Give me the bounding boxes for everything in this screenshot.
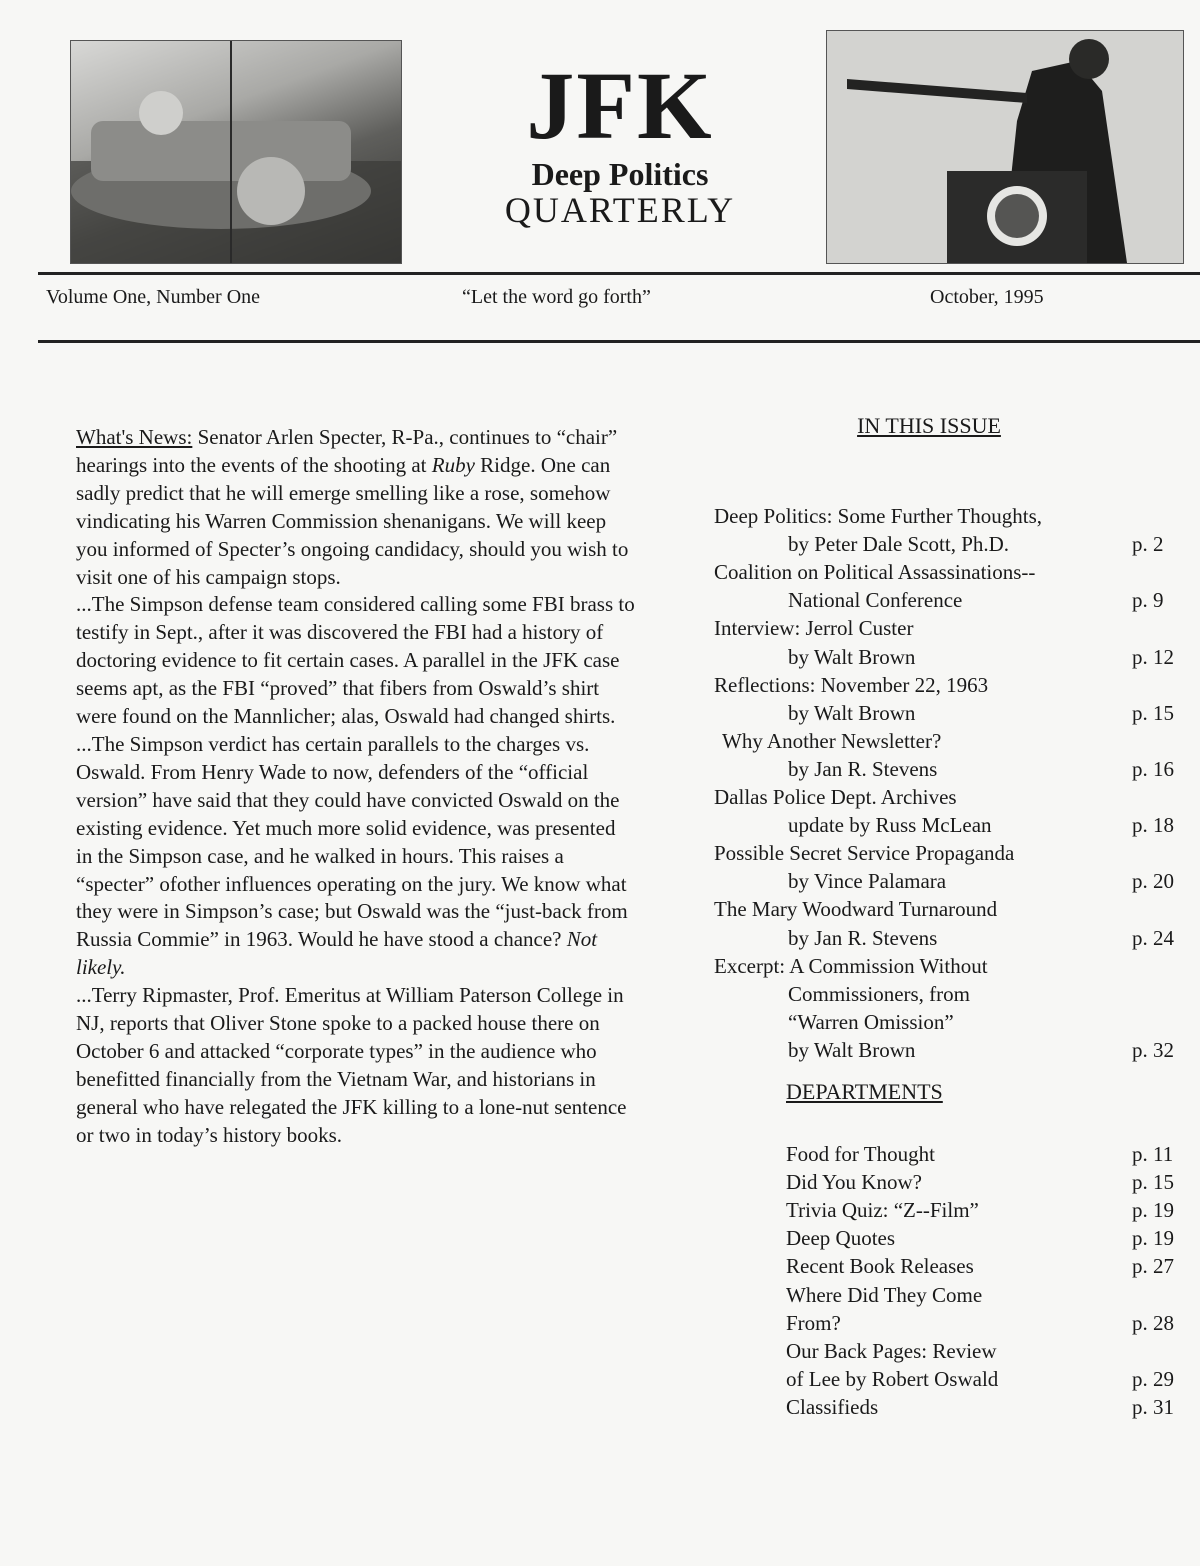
toc-entry — [714, 839, 1184, 895]
news-paragraph-1-lead: Senator Arlen Specter, R-Pa., continues to “chair” hearings into the events of the shooting at — [76, 425, 618, 477]
department-page: p. 31 — [1132, 1394, 1174, 1419]
motto: “Let the word go forth” — [462, 286, 651, 308]
podium-photo — [826, 30, 1184, 264]
toc-entry-byline-row — [714, 643, 1184, 671]
toc-entry-byline-row — [714, 586, 1184, 614]
news-paragraph-1-italic: Ruby — [431, 452, 475, 477]
toc-entry-page: p. 12 — [1132, 644, 1174, 669]
toc-entry-page: p. 15 — [1132, 700, 1174, 725]
toc-entry — [714, 727, 1184, 783]
toc-entry-byline: by Peter Dale Scott, Ph.D. — [788, 532, 1010, 557]
toc-entry-byline: by Walt Brown — [788, 700, 916, 725]
department-label: Our Back Pages: Review — [786, 1338, 997, 1363]
header-rule-bottom — [38, 340, 1200, 343]
motorcade-photo-graphic — [71, 41, 401, 263]
department-page: p. 29 — [1132, 1366, 1174, 1391]
toc-entry-byline-row — [714, 699, 1184, 727]
toc-entry-excerpt — [714, 952, 1184, 1064]
toc-excerpt-line-3: “Warren Omission” — [788, 1009, 954, 1034]
toc-entry-title: Dallas Police Dept. Archives — [714, 785, 957, 810]
news-paragraph-1-rest: Ridge. One can sadly predict that he will emerge smelling like a rose, somehow vindicating his Warren Commission shenanigans. We will keep you informed of Specter’s ongoing candidacy, should you wish to visit one of his campaign stops. — [76, 452, 629, 589]
toc-entry-byline: by Walt Brown — [788, 644, 916, 669]
masthead-title: JFK — [526, 52, 714, 159]
department-page: p. 15 — [1132, 1170, 1174, 1195]
toc-entry-title: Reflections: November 22, 1963 — [714, 672, 989, 697]
department-item — [714, 1168, 1184, 1196]
department-page: p. 19 — [1132, 1198, 1174, 1223]
department-item — [714, 1281, 1184, 1309]
departments-heading: DEPARTMENTS — [786, 1078, 943, 1104]
toc-entry-byline-row — [714, 924, 1184, 952]
toc-entry-page: p. 20 — [1132, 869, 1174, 894]
department-label: From? — [786, 1310, 841, 1335]
department-item — [714, 1365, 1184, 1393]
toc-excerpt-line-2: Commissioners, from — [788, 981, 970, 1006]
toc-excerpt-title: Excerpt: A Commission Without — [714, 953, 988, 978]
department-label: Classifieds — [786, 1394, 879, 1419]
department-item — [714, 1224, 1184, 1252]
motorcade-photo — [70, 40, 402, 264]
header-rule-top — [38, 272, 1200, 275]
news-paragraph-1 — [76, 424, 636, 591]
toc-entry-byline-row — [714, 755, 1184, 783]
department-label: Did You Know? — [786, 1170, 922, 1195]
department-page: p. 11 — [1132, 1142, 1174, 1167]
toc-excerpt-byline-row — [714, 1036, 1184, 1064]
toc-entry-byline-row — [714, 530, 1184, 558]
department-label: of Lee by Robert Oswald — [786, 1366, 999, 1391]
toc-entry-byline: National Conference — [788, 588, 963, 613]
toc-entry-byline: by Jan R. Stevens — [788, 925, 938, 950]
toc-entry-title: The Mary Woodward Turnaround — [714, 897, 998, 922]
toc-entry-page: p. 18 — [1132, 813, 1174, 838]
department-label: Food for Thought — [786, 1142, 935, 1167]
department-label: Recent Book Releases — [786, 1254, 974, 1279]
toc-entry — [714, 614, 1184, 670]
toc-entry-page: p. 2 — [1132, 532, 1164, 557]
department-page — [1132, 1337, 1184, 1365]
toc-excerpt-byline: by Walt Brown — [788, 1037, 916, 1062]
department-label: Trivia Quiz: “Z--Film” — [786, 1198, 979, 1223]
toc-entry-title: Deep Politics: Some Further Thoughts, — [714, 504, 1043, 529]
department-item — [714, 1309, 1184, 1337]
news-paragraph-4: ...Terry Ripmaster, Prof. Emeritus at William Paterson College in NJ, reports that Oliver Stone spoke to a packed house there on October 6 and attacked “corporate types” in the audience who benefitted financially from the Vietnam War, and historians in general who have relegated the JFK killing to a lone-nut sentence or two in today’s history books. — [76, 983, 627, 1147]
toc-entry-page: p. 24 — [1132, 925, 1174, 950]
department-item — [714, 1337, 1184, 1365]
news-paragraph-3-lead: ...The Simpson verdict has certain parallels to the charges vs. Oswald. From Henry Wade to now, defenders of the “official version” have said that they could have convicted Oswald on the existing evidence. Yet much more solid evidence, was presented in the Simpson case, and he walked in hours. This raises a “specter” ofother influences operating on the jury. We know what they were in Simpson’s case; but Oswald was the “just-back from Russia Commie” in 1963. Would he have stood a chance? — [76, 731, 628, 952]
masthead — [440, 52, 800, 231]
podium-photo-graphic — [827, 31, 1183, 263]
toc-entry-byline: by Vince Palamara — [788, 869, 947, 894]
table-of-contents — [714, 412, 1184, 1421]
toc-entry-page: p. 16 — [1132, 756, 1174, 781]
toc-entry-byline: update by Russ McLean — [788, 813, 992, 838]
volume-number: Volume One, Number One — [46, 286, 261, 308]
news-paragraph-3-italic: Not likely. — [76, 927, 598, 980]
issue-date: October, 1995 — [930, 286, 1044, 308]
toc-entry-byline-row — [714, 867, 1184, 895]
toc-entry — [714, 783, 1184, 839]
toc-entry-byline-row — [714, 811, 1184, 839]
toc-entry-title: Why Another Newsletter? — [722, 728, 942, 753]
in-this-issue-heading: IN THIS ISSUE — [857, 413, 1001, 438]
news-paragraph-2: ...The Simpson defense team considered calling some FBI brass to testify in Sept., after it was discovered the FBI had a history of doctoring evidence to fit certain cases. A parallel in the JFK case seems apt, as the FBI “proved” that fibers from Oswald’s shirt were found on the Mannlicher; alas, Oswald had changed shirts. — [76, 592, 635, 729]
whats-news-heading: What's News: — [76, 425, 193, 449]
department-item — [714, 1196, 1184, 1224]
masthead-subtitle-quarterly: QUARTERLY — [504, 190, 736, 230]
toc-entry-title: Coalition on Political Assassinations-- — [714, 560, 1036, 585]
toc-entry-title: Possible Secret Service Propaganda — [714, 841, 1015, 866]
department-page: p. 19 — [1132, 1226, 1174, 1251]
toc-entry — [714, 895, 1184, 951]
toc-entry-byline: by Jan R. Stevens — [788, 756, 938, 781]
department-item — [714, 1252, 1184, 1280]
department-label: Where Did They Come — [786, 1282, 983, 1307]
department-item — [714, 1393, 1184, 1421]
toc-entry-page: p. 9 — [1132, 588, 1164, 613]
toc-entry-page: p. 32 — [1132, 1037, 1174, 1062]
toc-entry-title: Interview: Jerrol Custer — [714, 616, 914, 641]
department-page: p. 28 — [1132, 1310, 1174, 1335]
toc-entry — [714, 558, 1184, 614]
department-page — [1132, 1281, 1184, 1309]
department-label: Deep Quotes — [786, 1226, 896, 1251]
masthead-subtitle-deep-politics: Deep Politics — [531, 156, 709, 192]
department-page: p. 27 — [1132, 1254, 1174, 1279]
whats-news-column — [76, 424, 636, 1150]
toc-entry — [714, 502, 1184, 558]
news-paragraph-3 — [76, 731, 636, 982]
toc-entry — [714, 671, 1184, 727]
department-item — [714, 1140, 1184, 1168]
